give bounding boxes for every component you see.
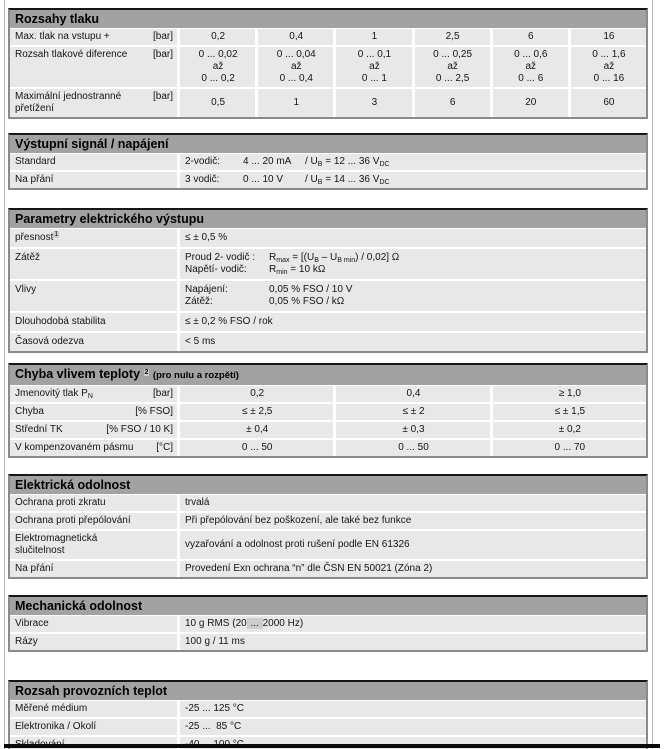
value-cell [180, 172, 646, 188]
table-row-razy [10, 634, 646, 650]
value-cell: 0,4 [336, 386, 489, 402]
range-low: 0 ... 0,25 [433, 49, 473, 60]
load-formula [269, 252, 399, 263]
value-cell: 0 ... 50 [180, 440, 333, 456]
table-rozsahy-tlaku [8, 8, 648, 119]
influence-load-line [185, 296, 642, 308]
r-symbol: R [269, 252, 277, 263]
voltage-subscript: B [317, 179, 323, 186]
vibration-ellipsis-highlight: ... [247, 618, 262, 629]
row-label: Vibrace [15, 618, 49, 629]
value-cell: 0 ... 70 [493, 440, 646, 456]
range-connector: až [525, 61, 537, 72]
table-row-jmenovity-tlak [10, 386, 646, 402]
value-cell: 0,2 [180, 29, 255, 45]
wire-type: 2-vodič: [185, 156, 221, 167]
range-low: 0 ... 0,6 [514, 49, 548, 60]
table-row-na-prani-exn [10, 561, 646, 577]
row-label: Na přání [15, 563, 54, 574]
table-row-kompenzovane-pasmo [10, 440, 646, 456]
value-cell: 6 [415, 89, 490, 117]
table-row-max-tlak [10, 29, 646, 45]
sub-label: Zátěž: [185, 296, 213, 307]
table-row-prepolovani [10, 513, 646, 529]
value-cell: vyzařování a odolnost proti rušení podle EN 61326 [180, 531, 646, 559]
row-header [10, 29, 177, 45]
value-cell [493, 47, 568, 87]
row-header [10, 249, 177, 279]
table-row-chyba [10, 404, 646, 420]
voltage-prefix: / U [305, 174, 318, 185]
value-cell: -25 ... 85 °C [180, 719, 646, 735]
table-row-standard [10, 154, 646, 170]
section-title-parametry: Parametry elektrického výstupu [10, 210, 646, 228]
row-header [10, 495, 177, 511]
supply-voltage [305, 156, 390, 167]
load-current-line [185, 252, 642, 264]
row-unit: [°C] [156, 442, 173, 453]
voltage-range: = 14 ... 36 V [322, 174, 380, 185]
value-cell [180, 249, 646, 279]
voltage-dc-subscript: DC [379, 179, 390, 186]
table-row-stredni-tk [10, 422, 646, 438]
value-cell [258, 47, 333, 87]
value-cell: ≤ ± 0,2 % FSO / rok [180, 313, 646, 331]
range-low: 0 ... 1,6 [592, 49, 626, 60]
vibration-value-end: 2000 Hz) [262, 618, 304, 629]
row-header [10, 333, 177, 351]
row-label: Rázy [15, 636, 38, 647]
voltage-range: = 12 ... 36 V [322, 156, 380, 167]
signal-range: 0 ... 10 V [243, 174, 284, 185]
table-mechanicka-odolnost [8, 595, 648, 652]
signal-range: 4 ... 20 mA [243, 156, 292, 167]
u-subscript: B [314, 257, 319, 264]
value-cell: ≤ ± 1,5 [493, 404, 646, 420]
formula-part: = 10 kΩ [287, 264, 326, 275]
row-label: Chyba [15, 406, 44, 417]
sub-label: Proud 2- vodič : [185, 252, 256, 263]
value-cell: ≤ ± 0,5 % [180, 229, 646, 247]
row-header [10, 404, 177, 420]
section-title-vystupni-signal: Výstupní signál / napájení [10, 135, 646, 153]
section-title-elektricka-odolnost: Elektrická odolnost [10, 476, 646, 494]
row-header [10, 89, 177, 117]
value-cell: -25 ... 125 °C [180, 701, 646, 717]
row-header [10, 531, 177, 559]
table-row-pretizeni [10, 89, 646, 117]
value-cell: Při přepólování bez poškození, ale také bez funkce [180, 513, 646, 529]
row-header [10, 172, 177, 188]
section-title-rozsahy-tlaku: Rozsahy tlaku [10, 10, 646, 28]
row-header [10, 313, 177, 331]
voltage-dc-subscript: DC [379, 161, 390, 168]
row-label: Vlivy [15, 284, 37, 295]
row-unit: [bar] [152, 91, 173, 102]
table-rozsah-teplot [8, 680, 648, 749]
value-cell: 60 [571, 89, 646, 117]
formula-part: ) / 0,02] Ω [355, 252, 400, 263]
row-label: Měřené médium [15, 703, 88, 714]
row-label: Maximální jednostranné přetížení [15, 91, 122, 114]
row-header [10, 47, 177, 87]
table-row-emc [10, 531, 646, 559]
value-cell [180, 47, 255, 87]
table-row-zkrat [10, 495, 646, 511]
table-parametry-vystupu [8, 208, 648, 353]
value-cell [415, 47, 490, 87]
table-row-vlivy [10, 281, 646, 311]
value-cell: 0 ... 50 [336, 440, 489, 456]
row-label: Zátěž [15, 252, 41, 263]
row-label [15, 388, 93, 400]
range-connector: až [369, 61, 380, 72]
value-cell: 100 g / 11 ms [180, 634, 646, 650]
influence-value: 0,05 % FSO / 10 V [269, 284, 353, 295]
value-cell [336, 47, 411, 87]
value-cell: 20 [493, 89, 568, 117]
value-cell: 1 [336, 29, 411, 45]
r-symbol: R [269, 264, 277, 275]
vibration-value-start: 10 g RMS (20 [185, 618, 247, 629]
wire-type: 3 vodič: [185, 174, 220, 185]
row-header [10, 513, 177, 529]
value-cell [571, 47, 646, 87]
table-row-elektronika-okoli [10, 719, 646, 735]
value-cell: ± 0,4 [180, 422, 333, 438]
load-voltage-line [185, 264, 642, 276]
row-header [10, 440, 177, 456]
row-header [10, 634, 177, 650]
table-row-stabilita [10, 313, 646, 331]
row-label: Střední TK [15, 424, 63, 435]
pn-subscript: N [87, 393, 93, 400]
value-cell: 1 [258, 89, 333, 117]
row-header [10, 229, 177, 247]
value-cell: 16 [571, 29, 646, 45]
page-margin-line-left [4, 0, 5, 749]
range-high: 0 ... 0,4 [279, 73, 313, 84]
sub-label: Napájení: [185, 284, 228, 295]
row-header [10, 616, 177, 632]
row-unit: [% FSO / 10 K] [106, 424, 173, 435]
section-title-note: (pro nulu a rozpětí) [152, 370, 239, 381]
value-cell: 0,2 [180, 386, 333, 402]
value-cell: 6 [493, 29, 568, 45]
row-label: Dlouhodobá stabilita [15, 316, 106, 327]
formula-part: = [(U [289, 252, 315, 263]
section-title-chyba-teploty [10, 365, 646, 385]
row-header [10, 386, 177, 402]
sub-label: Napětí- vodič: [185, 264, 247, 275]
value-cell: ≥ 1,0 [493, 386, 646, 402]
row-header [10, 154, 177, 170]
table-row-rozsah-diference [10, 47, 646, 87]
range-connector: až [212, 61, 224, 72]
row-label: Rozsah tlakové diference [15, 49, 128, 60]
range-high: 0 ... 6 [518, 73, 544, 84]
influence-value: 0,05 % FSO / kΩ [269, 296, 345, 307]
voltage-prefix: / U [305, 156, 318, 167]
row-label: Ochrana proti zkratu [15, 497, 106, 508]
table-row-merene-medium [10, 701, 646, 717]
row-unit: [bar] [152, 49, 173, 60]
table-row-odezva [10, 333, 646, 351]
range-high: 0 ... 0,2 [201, 73, 235, 84]
row-label-text: Jmenovitý tlak P [15, 388, 88, 399]
footnote-marker: 2 [144, 369, 149, 376]
row-unit: [% FSO] [135, 406, 173, 417]
value-cell [180, 154, 646, 170]
row-label: Max. tlak na vstupu + [15, 31, 110, 42]
footnote-marker: 1 [54, 231, 59, 238]
table-row-vibrace [10, 616, 646, 632]
range-high: 0 ... 2,5 [435, 73, 470, 84]
row-unit: [bar] [152, 388, 173, 399]
table-chyba-teploty [8, 363, 648, 458]
table-elektricka-odolnost [8, 474, 648, 579]
r-subscript: min [276, 269, 288, 276]
row-header [10, 719, 177, 735]
section-title-mechanicka-odolnost: Mechanická odolnost [10, 597, 646, 615]
value-cell: 3 [336, 89, 411, 117]
supply-voltage [305, 174, 390, 185]
row-header [10, 701, 177, 717]
r-subscript: max [276, 257, 290, 264]
row-label: V kompenzovaném pásmu [15, 442, 134, 453]
page-margin-line-right [652, 0, 653, 749]
range-high: 0 ... 16 [593, 73, 625, 84]
row-label: Časová odezva [15, 336, 84, 347]
row-label: Na přání [15, 174, 54, 185]
row-unit: [bar] [152, 31, 173, 42]
influence-supply-line [185, 284, 642, 296]
value-cell: ≤ ± 2 [336, 404, 489, 420]
range-connector: až [603, 61, 615, 72]
value-cell [180, 281, 646, 311]
row-label: Elektronika / Okolí [15, 721, 97, 732]
table-row-presnost [10, 229, 646, 247]
value-cell: trvalá [180, 495, 646, 511]
page-bottom-rule [4, 744, 660, 748]
range-low: 0 ... 0,1 [357, 49, 392, 60]
range-high: 0 ... 1 [361, 73, 387, 84]
value-cell: Provedení Exn ochrana “n” dle ČSN EN 50021 (Zóna 2) [180, 561, 646, 577]
u-min-subscript: B min [337, 257, 356, 264]
range-connector: až [290, 61, 302, 72]
table-row-zatez [10, 249, 646, 279]
load-formula [269, 264, 325, 275]
value-cell: 2,5 [415, 29, 490, 45]
value-cell: ≤ ± 2,5 [180, 404, 333, 420]
range-connector: až [447, 61, 458, 72]
value-cell: ± 0,3 [336, 422, 489, 438]
value-cell: < 5 ms [180, 333, 646, 351]
range-low: 0 ... 0,04 [276, 49, 316, 60]
value-cell: 0,5 [180, 89, 255, 117]
row-label: Standard [15, 156, 56, 167]
section-title-rozsah-teplot: Rozsah provozních teplot [10, 682, 646, 700]
page-content [8, 8, 648, 749]
voltage-subscript: B [317, 161, 323, 168]
table-row-na-prani [10, 172, 646, 188]
range-low: 0 ... 0,02 [198, 49, 238, 60]
value-cell: 0,4 [258, 29, 333, 45]
value-cell [180, 616, 646, 632]
row-label: Elektromagnetická slučitelnost [15, 533, 98, 556]
row-header [10, 281, 177, 311]
row-label [15, 232, 59, 244]
value-cell: ± 0,2 [493, 422, 646, 438]
row-header [10, 561, 177, 577]
formula-part: – U [318, 252, 338, 263]
table-vystupni-signal [8, 133, 648, 190]
row-header [10, 422, 177, 438]
row-label-text: přesnost [15, 232, 54, 243]
row-label: Ochrana proti přepólování [15, 515, 131, 526]
section-title-text: Chyba vlivem teploty [15, 367, 141, 381]
